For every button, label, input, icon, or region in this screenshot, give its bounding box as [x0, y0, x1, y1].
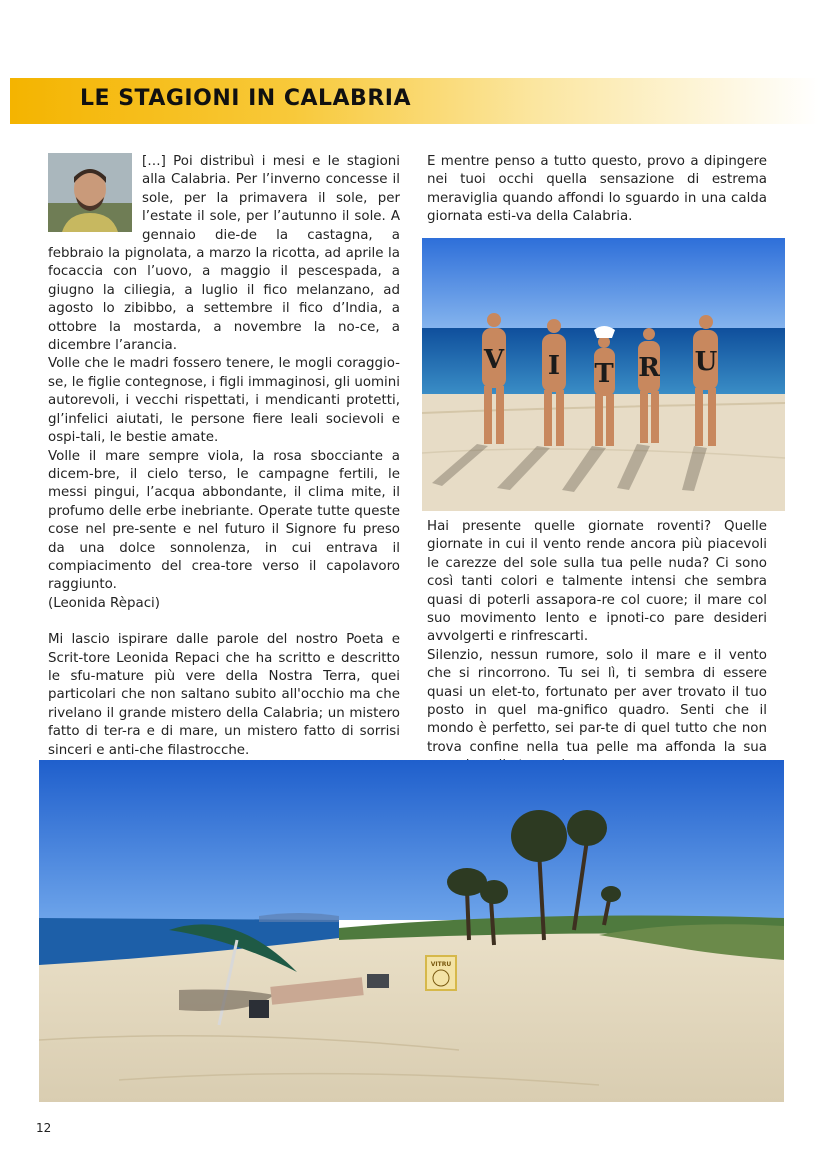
page-number: 12 [36, 1121, 52, 1135]
body-letter-v: V [483, 345, 505, 375]
author-portrait-image [48, 153, 132, 232]
summer-paragraph-1: Hai presente quelle giornate roventi? Quelle giornate in cui il vento rende ancora più piacevoli le carezze del sole sulla tua pelle nuda? Ci sono così tanti colori e talmente intensi che sembra quasi di poterli assapora-re col cuore; il mare col suo movimento lento e ipnoti-co pare desideri avvolgerti e rinfrescarti. [427, 519, 767, 645]
right-top-paragraph: E mentre penso a tutto questo, provo a dipingere nei tuoi occhi quella sensazione di estrema meraviglia quando affondi lo sguardo in una calda giornata esti-va della Calabria. [427, 154, 767, 225]
quote-attribution: (Leonida Rèpaci) [48, 595, 161, 611]
quote-paragraph-1: […] Poi distribuì i mesi e le stagioni alla Calabria. Per l’inverno concesse il sole, per la primavera il sole, per l’estate il sole, per l’autunno il sole. A gennaio die-de la castagna, a febbraio la pignolata, a marzo la ricotta, ad aprile la focaccia con l’uovo, a maggio il pescespada, a giugno la ciliegia, a luglio il fico melanzano, ad agosto lo zibibbo, a settembre il fico d’India, a ottobre la mostarda, a novembre la no-ce, a dicembre l’arancia. [48, 154, 400, 354]
quote-paragraph-2: Volle che le madri fossero tenere, le mogli coraggio-se, le figlie contegnose, i figli immaginosi, gli uomini autorevoli, i vecchi rispettati, i mendicanti protetti, gl’infelici aiutati, le persone fiere leali socievoli e ospi-tali, le bestie amate. [48, 356, 400, 446]
intro-paragraph: Mi lascio ispirare dalle parole del nostro Poeta e Scrit-tore Leonida Repaci che ha scritto e descritto le sfu-mature più vere della Nostra Terra, quei particolari che non saltano subito all'occhio ma che rivelano il grande mistero della Calabria; un mistero fatto di ter-ra e di mare, un mistero fatto di sorrisi sinceri e anti-che filastrocche. [48, 632, 400, 758]
quote-paragraph-3: Volle il mare sempre viola, la rosa sbocciante a dicem-bre, il cielo terso, le campagne fertili, le messi pingui, l’acqua abbondante, il clima mite, il profumo delle erbe inebriante. Operate tutte queste cose nel pre-sente e nel futuro il Signore fu preso da una dolce sonnolenza, in cui entrava il compiacimento del crea-tore verso il capolavoro raggiunto. [48, 448, 400, 593]
body-letter-i: I [547, 351, 561, 381]
body-letter-t: T [594, 359, 614, 389]
body-letter-r: R [638, 353, 660, 383]
beach-landscape-image [39, 760, 784, 1102]
beach-group-photo [422, 238, 785, 511]
author-photo [48, 153, 132, 232]
beach-group-image [422, 238, 785, 511]
right-column-top [427, 153, 767, 227]
beach-landscape-photo [39, 760, 784, 1102]
right-column-bottom [427, 518, 767, 776]
summer-paragraph-2: Silenzio, nessun rumore, solo il mare e il vento che si rincorrono. Tu sei lì, ti sembra di essere quasi un elet-to, fortunato per aver trovato il tuo posto in quel ma-gnifico quadro. Senti che il mondo è perfetto, sei par-te di quel tutto che non trova confine nella tua pelle ma affonda la sua [427, 647, 767, 755]
sign-text: VITRU [430, 961, 452, 968]
left-column [48, 153, 400, 760]
body-letter-u: U [694, 347, 718, 377]
page-title: LE STAGIONI IN CALABRIA [80, 86, 411, 111]
